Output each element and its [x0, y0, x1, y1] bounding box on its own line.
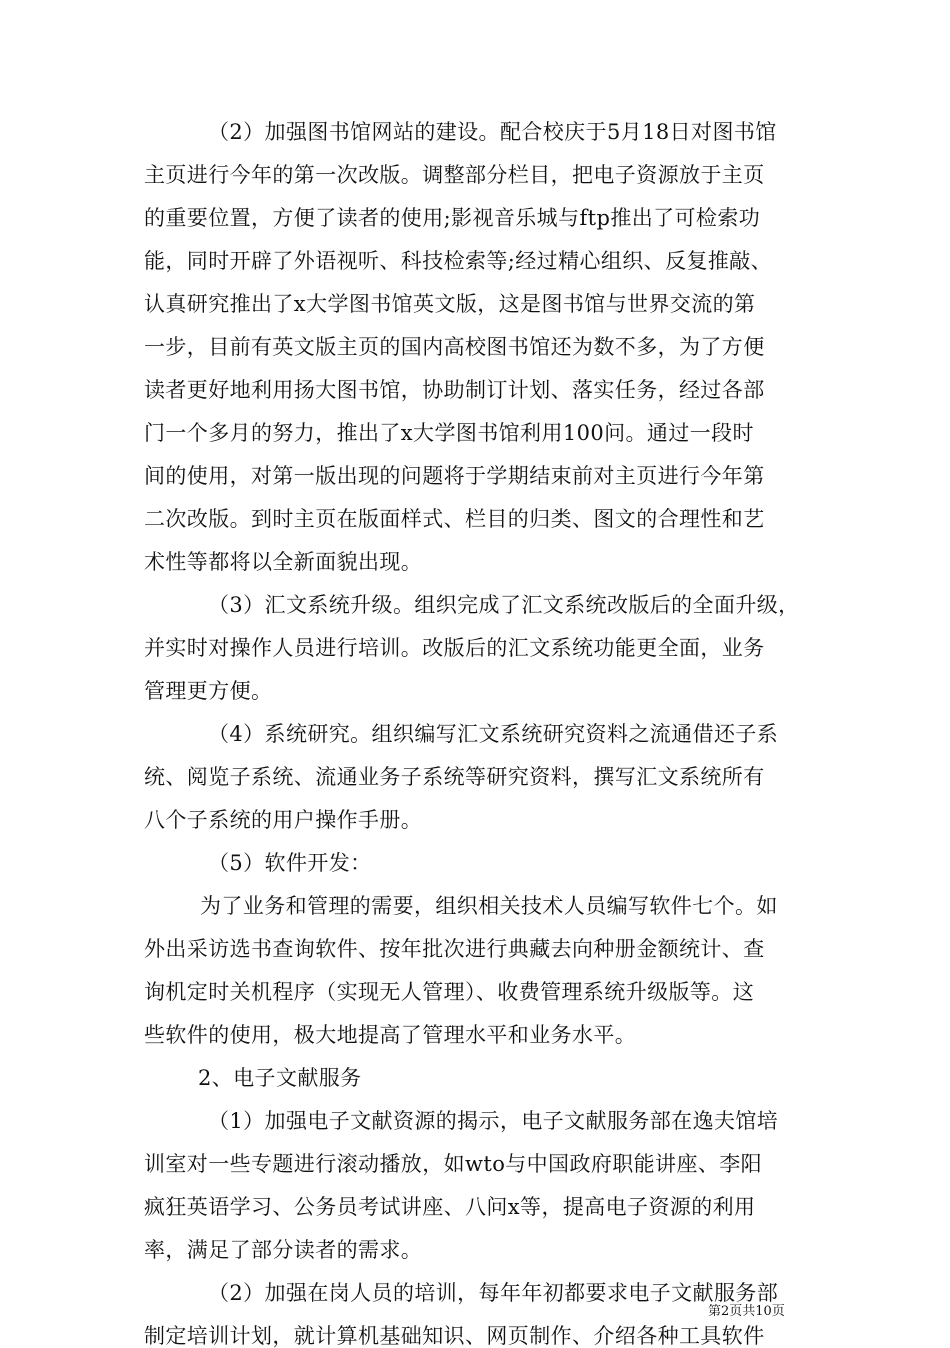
- paragraph-line: （1）加强电子文献资源的揭示，电子文献服务部在逸夫馆培: [208, 1109, 779, 1133]
- paragraph-line: （2）加强图书馆网站的建设。配合校庆于5月18日对图书馆: [208, 120, 777, 144]
- paragraph-line: 管理更方便。: [144, 679, 273, 703]
- paragraph-line: （2）加强在岗人员的培训，每年年初都要求电子文献服务部: [208, 1281, 779, 1305]
- paragraph-line: （5）软件开发：: [208, 851, 372, 875]
- paragraph-line: 的重要位置，方便了读者的使用;影视音乐城与ftp推出了可检索功: [144, 206, 761, 230]
- paragraph-line: 八个子系统的用户操作手册。: [144, 808, 423, 832]
- paragraph-line: 门一个多月的努力，推出了x大学图书馆利用100问。通过一段时: [144, 421, 754, 445]
- paragraph-line: 率，满足了部分读者的需求。: [144, 1238, 423, 1262]
- page-number: 第2页共10页: [708, 1304, 785, 1319]
- paragraph-line: 术性等都将以全新面貌出现。: [144, 550, 423, 574]
- paragraph-line: 二次改版。到时主页在版面样式、栏目的归类、图文的合理性和艺: [144, 507, 765, 531]
- paragraph-line: 认真研究推出了x大学图书馆英文版，这是图书馆与世界交流的第: [144, 292, 756, 316]
- paragraph-line: 些软件的使用，极大地提高了管理水平和业务水平。: [144, 1023, 637, 1047]
- paragraph-line: 疯狂英语学习、公务员考试讲座、八问x等，提高电子资源的利用: [144, 1195, 756, 1219]
- paragraph-line: 外出采访选书查询软件、按年批次进行典藏去向种册金额统计、查: [144, 937, 765, 961]
- paragraph-line: 读者更好地利用扬大图书馆，协助制订计划、落实任务，经过各部: [144, 378, 765, 402]
- paragraph-line: 一步，目前有英文版主页的国内高校图书馆还为数不多，为了方便: [144, 335, 765, 359]
- paragraph-line: 主页进行今年的第一次改版。调整部分栏目，把电子资源放于主页: [144, 163, 765, 187]
- paragraph-line: 间的使用，对第一版出现的问题将于学期结束前对主页进行今年第: [144, 464, 765, 488]
- paragraph-line: 并实时对操作人员进行培训。改版后的汇文系统功能更全面，业务: [144, 636, 765, 660]
- paragraph-line: （4）系统研究。组织编写汇文系统研究资料之流通借还子系: [208, 722, 779, 746]
- paragraph-line: 统、阅览子系统、流通业务子系统等研究资料，撰写汇文系统所有: [144, 765, 765, 789]
- paragraph-line: 能，同时开辟了外语视听、科技检索等;经过精心组织、反复推敲、: [144, 249, 773, 273]
- paragraph-line: 制定培训计划，就计算机基础知识、网页制作、介绍各种工具软件: [144, 1324, 765, 1348]
- paragraph-line: 为了业务和管理的需要，组织相关技术人员编写软件七个。如: [200, 894, 778, 918]
- section-heading: 2、电子文献服务: [198, 1066, 362, 1090]
- paragraph-line: 训室对一些专题进行滚动播放，如wto与中国政府职能讲座、李阳: [144, 1152, 763, 1176]
- paragraph-line: （3）汇文系统升级。组织完成了汇文系统改版后的全面升级，: [208, 593, 800, 617]
- paragraph-line: 询机定时关机程序（实现无人管理）、收费管理系统升级版等。这: [144, 980, 755, 1004]
